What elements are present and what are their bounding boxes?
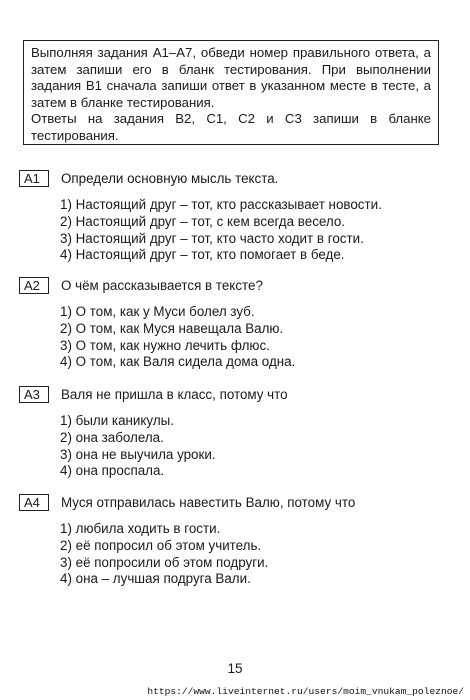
answer-option[interactable]: 4) О том, как Валя сидела дома одна. [60,354,296,370]
question-a1 [19,170,449,264]
question-header [19,494,449,516]
answer-option[interactable]: 4) Настоящий друг – тот, кто помогает в беде. [60,247,345,263]
instructions-box [23,40,439,145]
question-text: Валя не пришла в класс, потому что [61,387,288,402]
answer-option[interactable]: 2) она заболела. [60,429,164,445]
answer-option[interactable]: 1) были каникулы. [60,413,174,428]
answer-option[interactable]: 1) Настоящий друг – тот, кто рассказывает новости. [60,197,382,212]
answer-options [19,521,449,588]
answer-option[interactable]: 3) Настоящий друг – тот, кто часто ходит в гости. [60,230,364,246]
question-header [19,170,449,192]
answer-options [19,197,449,264]
answer-option[interactable]: 3) она не выучила уроки. [60,446,216,462]
question-text: Муся отправилась навестить Валю, потому что [61,495,356,510]
question-header [19,277,449,299]
question-a2 [19,277,449,371]
source-watermark: https://www.liveinternet.ru/users/moim_vnukam_poleznoe/ [147,686,464,697]
question-label: А4 [19,494,49,511]
answer-option[interactable]: 1) любила ходить в гости. [60,521,221,536]
answer-option[interactable]: 2) её попросил об этом учитель. [60,537,262,553]
answer-option[interactable]: 2) Настоящий друг – тот, с кем всегда весело. [60,213,346,229]
question-a3 [19,386,449,480]
instructions-paragraph: Ответы на задания В2, С1, С2 и С3 запиши в бланке тестирования. [31,111,431,143]
answer-options [19,304,449,371]
answer-options [19,413,449,480]
question-label: А3 [19,386,49,403]
question-header [19,386,449,408]
instructions-paragraph: Выполняя задания А1–А7, обведи номер правильного ответа, а затем запиши его в бланк тестирования. При выполнении задания В1 сначала запиши ответ в указанном месте в тесте, а затем в бланке тестирования. [31,45,431,110]
answer-option[interactable]: 3) О том, как нужно лечить флюс. [60,337,270,353]
question-text: О чём рассказывается в тексте? [61,278,263,293]
question-label: А2 [19,277,49,294]
question-label: А1 [19,170,49,187]
answer-option[interactable]: 1) О том, как у Муси болел зуб. [60,304,255,319]
answer-option[interactable]: 4) она проспала. [60,463,165,479]
question-a4 [19,494,449,588]
question-text: Определи основную мысль текста. [61,171,279,186]
page-number: 15 [227,661,243,676]
answer-option[interactable]: 2) О том, как Муся навещала Валю. [60,320,284,336]
answer-option[interactable]: 4) она – лучшая подруга Вали. [60,571,251,587]
answer-option[interactable]: 3) её попросили об этом подруги. [60,554,269,570]
